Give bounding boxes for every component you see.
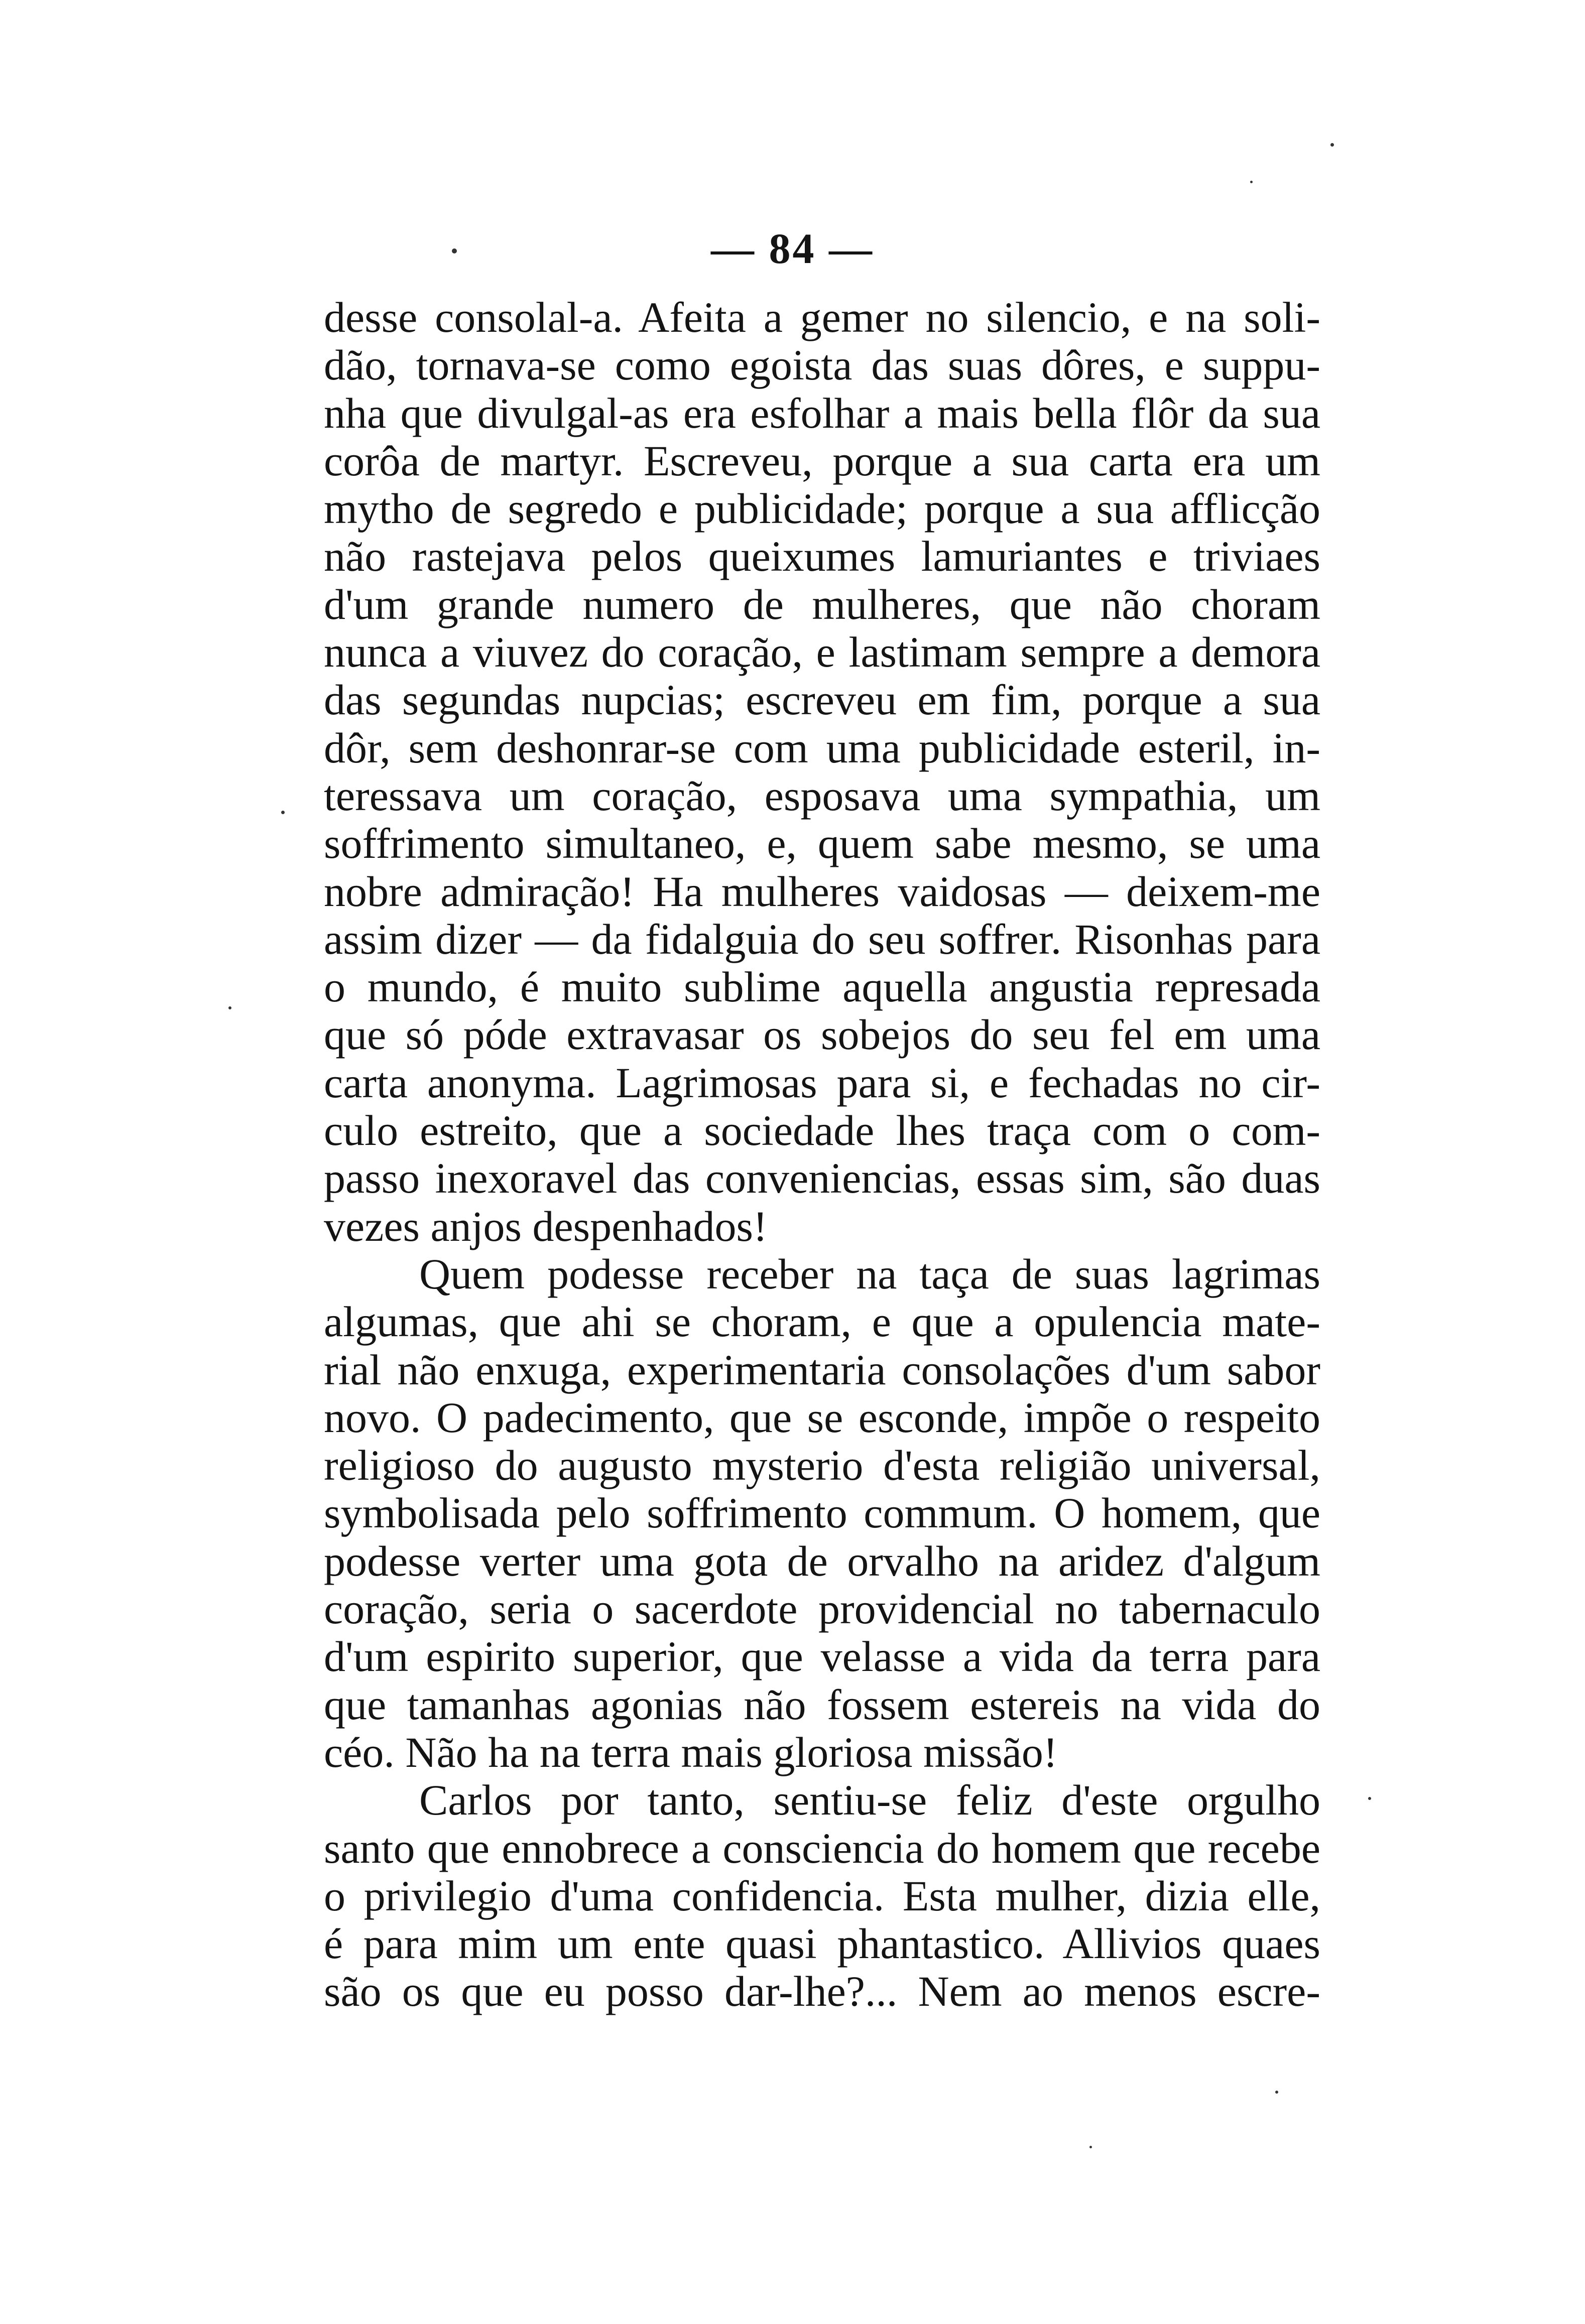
print-speck — [1275, 2091, 1278, 2094]
text-line: o mundo, é muito sublime aquella angustia represada — [324, 963, 1320, 1011]
page-number: — 84 — — [711, 224, 874, 273]
body-text — [324, 294, 1320, 2016]
text-line: teressava um coração, esposava uma sympathia, um — [324, 771, 1320, 820]
text-line: coração, seria o sacerdote providencial no tabernaculo — [324, 1585, 1320, 1633]
text-line: podesse verter uma gota de orvalho na aridez d'algum — [324, 1537, 1320, 1585]
text-line: dôr, sem deshonrar-se com uma publicidade esteril, in- — [324, 724, 1320, 772]
print-speck — [228, 1006, 231, 1009]
text-line: assim dizer — da fidalguia do seu soffrer. Risonhas para — [324, 915, 1320, 963]
text-line: religioso do augusto mysterio d'esta religião universal, — [324, 1442, 1320, 1490]
text-line: d'um espirito superior, que velasse a vida da terra para — [324, 1633, 1320, 1681]
print-speck — [452, 248, 457, 253]
text-line: soffrimento simultaneo, e, quem sabe mesmo, se uma — [324, 820, 1320, 868]
text-line: carta anonyma. Lagrimosas para si, e fechadas no cir- — [324, 1059, 1320, 1107]
text-line: que só póde extravasar os sobejos do seu fel em uma — [324, 1011, 1320, 1059]
text-line-paragraph-start: Quem podesse receber na taça de suas lagrimas — [419, 1250, 1320, 1298]
text-line: algumas, que ahi se choram, e que a opulencia mate- — [324, 1298, 1320, 1346]
text-line: não rastejava pelos queixumes lamuriantes e triviaes — [324, 533, 1320, 581]
text-line: que tamanhas agonias não fossem estereis na vida do — [324, 1681, 1320, 1729]
text-line: o privilegio d'uma confidencia. Esta mulher, dizia elle, — [324, 1872, 1320, 1920]
text-line: culo estreito, que a sociedade lhes traça com o com- — [324, 1107, 1320, 1155]
text-line: nha que divulgal-as era esfolhar a mais bella flôr da sua — [324, 389, 1320, 437]
text-line: das segundas nupcias; escreveu em fim, porque a sua — [324, 676, 1320, 724]
text-line: são os que eu posso dar-lhe?... Nem ao menos escre- — [324, 1968, 1320, 2016]
text-line: symbolisada pelo soffrimento commum. O homem, que — [324, 1489, 1320, 1537]
text-line: novo. O padecimento, que se esconde, impõe o respeito — [324, 1393, 1320, 1442]
print-speck — [1089, 2146, 1092, 2148]
text-line-paragraph-end: vezes anjos despenhados! — [324, 1202, 768, 1250]
text-line: desse consolal-a. Afeita a gemer no silencio, e na soli- — [324, 294, 1320, 341]
text-line: passo inexoravel das conveniencias, essas sim, são duas — [324, 1154, 1320, 1203]
text-line: d'um grande numero de mulheres, que não choram — [324, 580, 1320, 628]
text-line-paragraph-end: céo. Não ha na terra mais gloriosa missão! — [324, 1728, 1058, 1776]
text-line: santo que ennobrece a consciencia do homem que recebe — [324, 1824, 1320, 1872]
print-speck — [1368, 1797, 1371, 1800]
text-line-paragraph-start: Carlos por tanto, sentiu-se feliz d'este orgulho — [419, 1776, 1320, 1825]
text-line: nunca a viuvez do coração, e lastimam sempre a demora — [324, 628, 1320, 677]
print-speck — [1330, 143, 1334, 147]
print-speck — [281, 811, 285, 814]
text-line: rial não enxuga, experimentaria consolações d'um sabor — [324, 1346, 1320, 1394]
text-line: mytho de segredo e publicidade; porque a sua afflicção — [324, 485, 1320, 533]
print-speck — [1250, 181, 1253, 183]
text-line: nobre admiração! Ha mulheres vaidosas — deixem-me — [324, 867, 1320, 916]
text-line: dão, tornava-se como egoista das suas dôres, e suppu- — [324, 341, 1320, 390]
text-line: corôa de martyr. Escreveu, porque a sua carta era um — [324, 437, 1320, 485]
text-line: é para mim um ente quasi phantastico. Allivios quaes — [324, 1920, 1320, 1968]
